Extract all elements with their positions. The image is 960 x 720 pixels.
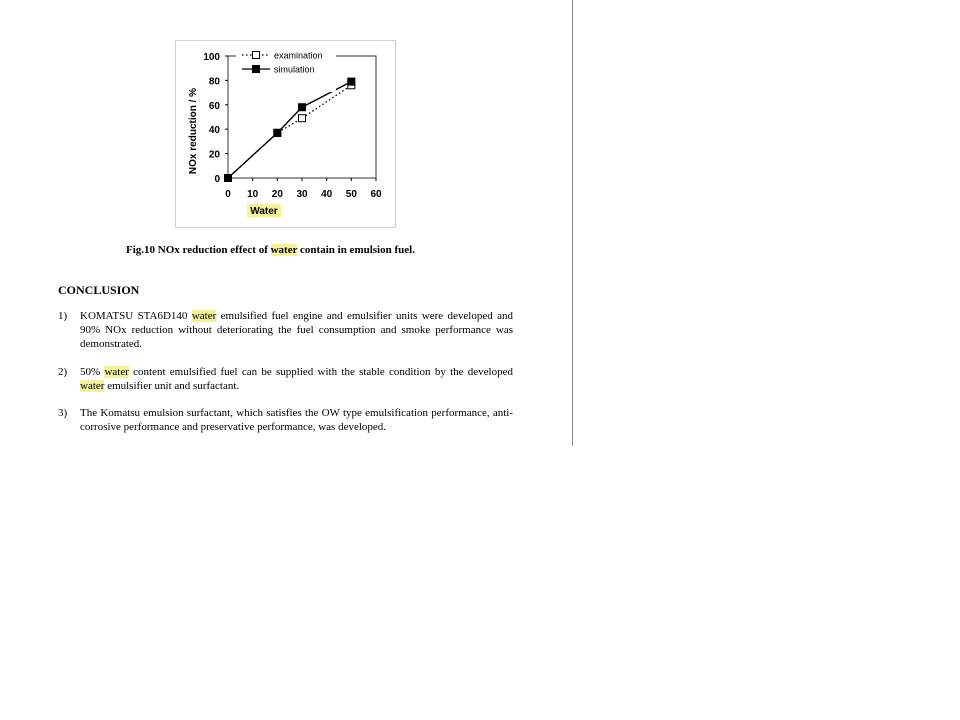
data-point-simulation [299, 104, 306, 111]
caption-highlight: water [270, 244, 298, 256]
figure-chart [175, 40, 396, 228]
legend-marker-examination [253, 52, 260, 59]
x-tick-label: 20 [271, 189, 283, 200]
text-run: emulsified fuel engine and emulsifier units were developed and 90% NOx reduction without deteriorating the fuel consumption and smoke performance was demonstrated. [80, 310, 514, 350]
y-tick-label: 20 [208, 149, 220, 161]
figure-caption [126, 244, 526, 256]
data-point-simulation [274, 129, 281, 136]
legend-marker-simulation [253, 66, 260, 73]
item-number: 1) [58, 310, 68, 322]
x-axis-label: Water [250, 206, 278, 217]
legend-label-simulation: simulation [274, 64, 315, 75]
caption-label: Fig.10 [126, 244, 156, 256]
item-number: 3) [58, 407, 68, 419]
highlighted-word: water [191, 310, 217, 322]
item-text [80, 309, 513, 351]
highlighted-word: water [104, 366, 129, 378]
highlighted-word: water [80, 380, 105, 392]
data-point-simulation [348, 78, 355, 85]
conclusion-item-1 [58, 309, 513, 351]
x-tick-label: 0 [225, 189, 231, 200]
conclusion-item-3 [58, 406, 513, 434]
caption-text-after: contain in emulsion fuel. [300, 244, 415, 256]
item-number: 2) [58, 366, 68, 378]
x-tick-label: 60 [370, 189, 382, 200]
text-run: The Komatsu emulsion surfactant, which satisfies the OW type emulsification performance, anti-corrosive performance and preservative performance, was developed. [80, 407, 513, 433]
y-tick-label: 80 [208, 76, 220, 88]
caption-text-before: NOx reduction effect of [157, 244, 268, 256]
x-tick-label: 10 [247, 189, 259, 200]
item-text [80, 406, 513, 434]
text-run: KOMATSU STA6D140 [80, 310, 188, 322]
series-line-simulation [228, 82, 351, 178]
legend-label-examination: examination [274, 50, 323, 61]
conclusion-item-2 [58, 365, 513, 393]
y-tick-label: 0 [214, 174, 220, 185]
y-tick-label: 60 [208, 100, 220, 112]
series-line-examination [228, 85, 351, 178]
text-run: emulsifier unit and surfactant. [107, 380, 240, 392]
y-tick-label: 40 [208, 125, 220, 137]
page-divider [572, 0, 573, 446]
nox-reduction-chart [175, 40, 396, 228]
x-tick-label: 50 [345, 189, 357, 200]
item-text [80, 365, 513, 393]
y-tick-label: 100 [203, 52, 220, 63]
data-point-examination [299, 115, 306, 122]
text-run: 50% [80, 366, 101, 378]
x-tick-label: 40 [321, 189, 333, 200]
data-point-simulation [225, 175, 232, 182]
x-tick-label: 30 [296, 189, 308, 200]
y-axis-label: NOx reduction / % [188, 87, 199, 175]
conclusion-heading: CONCLUSION [58, 283, 140, 297]
text-run: content emulsified fuel can be supplied with the stable condition by the developed [133, 366, 513, 378]
